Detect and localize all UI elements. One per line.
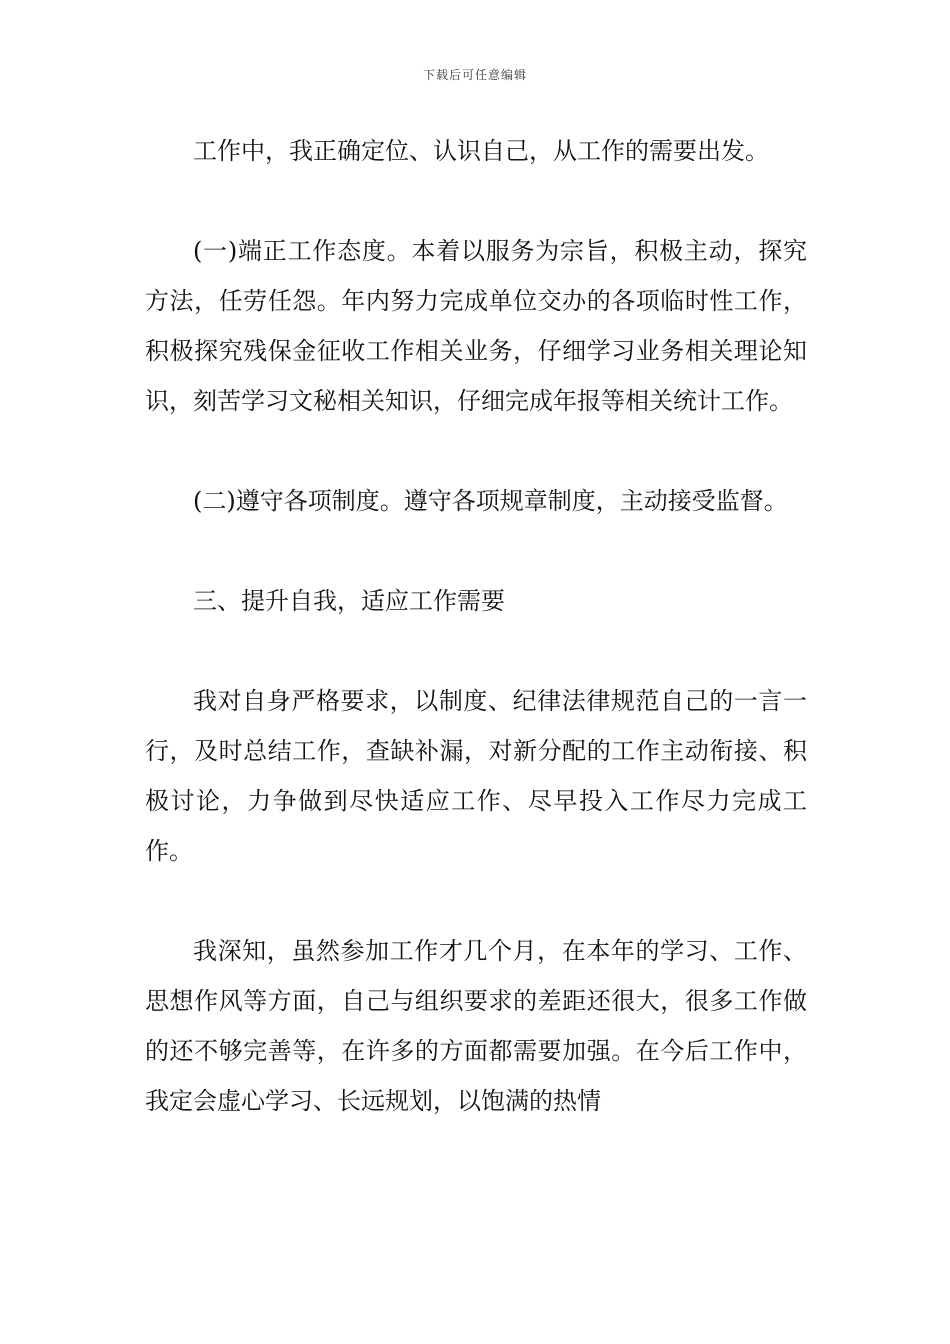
paragraph-work-attitude: (一)端正工作态度。本着以服务为宗旨，积极主动，探究方法，任劳任怨。年内努力完成单位交办的各项临时性工作，积极探究残保金征收工作相关业务，仔细学习业务相关理论知识，刻苦学习文秘相关知识，仔细完成年报等相关统计工作。: [145, 237, 807, 415]
paragraph-rules: (二)遵守各项制度。遵守各项规章制度，主动接受监督。: [193, 487, 788, 515]
header-note: 下载后可任意编辑: [422, 68, 527, 82]
paragraph-spacer: [145, 526, 807, 576]
paragraph-self-requirement: 我对自身严格要求，以制度、纪律法律规范自己的一言一行，及时总结工作，查缺补漏，对新分配的工作主动衔接、积极讨论，力争做到尽快适应工作、尽早投入工作尽力完成工作。: [145, 687, 807, 865]
paragraph-intro: 工作中，我正确定位、认识自己，从工作的需要出发。: [193, 137, 769, 165]
paragraph-spacer: [145, 876, 807, 926]
paragraph-reflection: 我深知，虽然参加工作才几个月，在本年的学习、工作、思想作风等方面，自己与组织要求的差距还很大，很多工作做的还不够完善等，在许多的方面都需要加强。在今后工作中，我定会虚心学习、长远规划，以饱满的热情: [145, 937, 807, 1115]
section-heading-three: 三、提升自我，适应工作需要: [193, 587, 505, 615]
paragraph-spacer: [145, 426, 807, 476]
document-body: [145, 126, 807, 1126]
paragraph-spacer: [145, 176, 807, 226]
paragraph-spacer: [145, 626, 807, 676]
